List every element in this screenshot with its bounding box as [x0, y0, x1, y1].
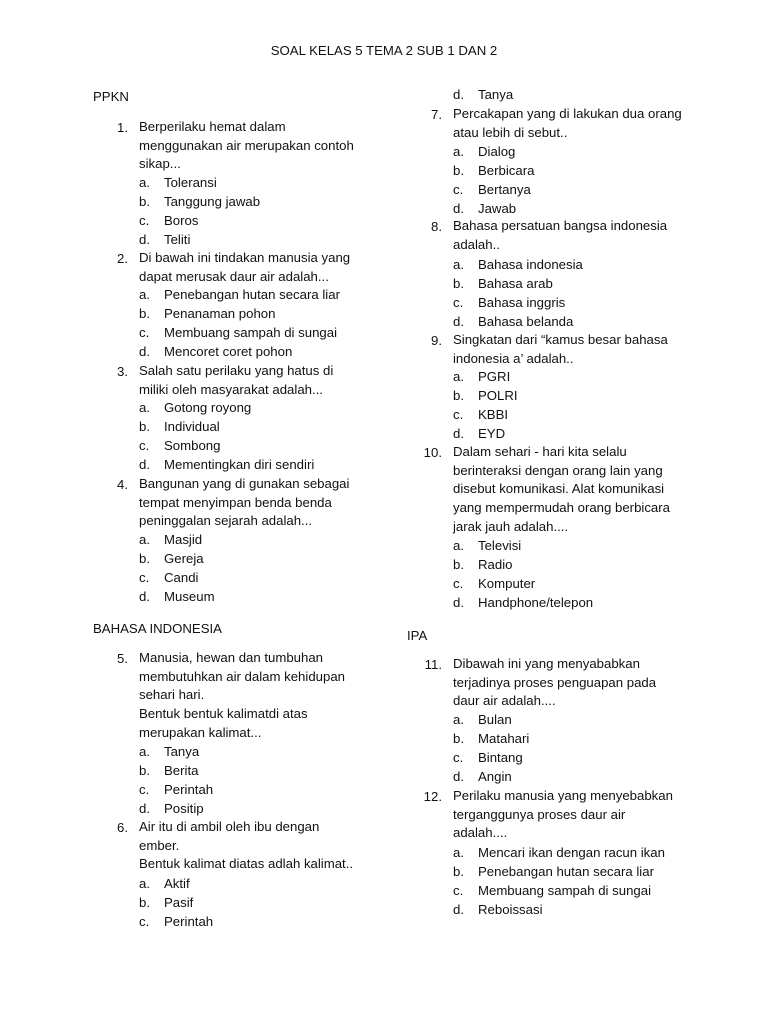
question-text	[139, 649, 399, 743]
question-number: 3.	[117, 364, 128, 379]
answer-option-c	[453, 294, 713, 313]
question-text	[453, 217, 713, 254]
option-letter: c.	[139, 913, 150, 929]
option-text: Mencoret coret pohon	[164, 343, 293, 359]
option-letter: a.	[453, 845, 464, 860]
question-number: 4.	[117, 477, 128, 492]
question-text-line: Air itu di ambil oleh ibu dengan	[139, 819, 320, 834]
option-letter: d.	[453, 594, 464, 610]
question-text-line: Perilaku manusia yang menyebabkan	[453, 788, 673, 803]
answer-option-c	[139, 569, 399, 588]
option-letter: d.	[139, 800, 150, 816]
option-letter: b.	[453, 275, 464, 291]
answer-option-d	[139, 343, 399, 362]
option-text: Bahasa inggris	[478, 294, 566, 310]
question-text-line: tempat menyimpan benda benda	[139, 494, 332, 510]
question-text-line: Manusia, hewan dan tumbuhan	[139, 650, 324, 665]
option-text: Radio	[478, 556, 513, 572]
answer-option-a	[453, 143, 713, 162]
option-letter: c.	[453, 575, 464, 591]
answer-option-a	[139, 743, 399, 762]
question-text	[453, 655, 713, 711]
answer-option-c	[139, 212, 399, 231]
option-letter: b.	[453, 162, 464, 178]
option-letter: a.	[453, 257, 464, 272]
option-letter: c.	[453, 294, 464, 310]
option-text: Masjid	[164, 532, 203, 547]
question-number: 8.	[431, 219, 442, 234]
option-letter: a.	[453, 538, 464, 553]
section-heading-ppkn: PPKN	[93, 89, 129, 104]
question-text-line: Percakapan yang di lakukan dua orang	[453, 106, 682, 121]
question-text	[139, 475, 399, 531]
option-text: Mementingkan diri sendiri	[164, 456, 315, 472]
option-text: Penanaman pohon	[164, 305, 276, 321]
answer-option-d	[453, 768, 713, 787]
question-number: 11.	[424, 657, 442, 672]
answer-option-c	[139, 437, 399, 456]
option-letter: b.	[453, 556, 464, 572]
option-letter: b.	[139, 305, 150, 321]
option-text: Membuang sampah di sungai	[164, 324, 338, 340]
option-text: Museum	[164, 588, 215, 604]
option-text: Berbicara	[478, 162, 535, 178]
option-text: Tanya	[478, 87, 514, 102]
question-text	[139, 362, 399, 399]
answer-option-b	[139, 762, 399, 781]
question-number: 12.	[423, 789, 442, 804]
question-text-line: membutuhkan air dalam kehidupan	[139, 668, 345, 684]
option-text: Sombong	[164, 437, 221, 453]
question-text-line: disebut komunikasi. Alat komunikasi	[453, 481, 665, 497]
question-text-line: berinteraksi dengan orang lain yang	[453, 462, 663, 478]
option-letter: d.	[139, 456, 150, 472]
option-text: Televisi	[478, 538, 522, 553]
answer-option-a	[453, 844, 713, 863]
option-letter: d.	[453, 87, 464, 102]
option-text: Tanggung jawab	[164, 193, 261, 209]
answer-option-d	[453, 200, 713, 219]
option-letter: b.	[453, 387, 464, 403]
question-number: 1.	[117, 120, 128, 135]
question-text	[139, 818, 399, 874]
answer-option-c	[453, 575, 713, 594]
question-text-line: Berperilaku hemat dalam	[139, 119, 286, 134]
option-letter: a.	[453, 712, 464, 727]
option-text: Bulan	[478, 712, 512, 727]
question-text-line: daur air adalah....	[453, 693, 556, 709]
option-letter: b.	[139, 550, 150, 566]
option-letter: c.	[453, 882, 464, 898]
answer-option-c	[139, 781, 399, 800]
question-text	[453, 443, 713, 537]
answer-option-b	[139, 418, 399, 437]
answer-option-c	[139, 324, 399, 343]
question-text-line: terganggunya proses daur air	[453, 806, 626, 822]
question-number: 6.	[117, 820, 128, 835]
question-text-line: sikap...	[139, 156, 181, 172]
option-text: Gotong royong	[164, 400, 252, 415]
option-letter: c.	[453, 406, 464, 422]
question-text-line: sehari hari.	[139, 687, 205, 703]
answer-option-b	[139, 193, 399, 212]
answer-option-b	[453, 387, 713, 406]
option-text: Angin	[478, 768, 512, 784]
answer-option-d	[139, 588, 399, 607]
option-text: PGRI	[478, 369, 511, 384]
option-letter: a.	[139, 400, 150, 415]
answer-option-c	[453, 181, 713, 200]
answer-option-b	[453, 730, 713, 749]
answer-option-c	[453, 882, 713, 901]
option-letter: a.	[139, 287, 150, 302]
question-number: 5.	[117, 651, 128, 666]
option-text: Reboissasi	[478, 901, 543, 917]
option-text: POLRI	[478, 387, 518, 403]
question-text-line: indonesia a’ adalah..	[453, 350, 574, 366]
option-text: Berita	[164, 762, 199, 778]
option-letter: b.	[453, 863, 464, 879]
option-text: Membuang sampah di sungai	[478, 882, 652, 898]
option-text: Penebangan hutan secara liar	[478, 863, 654, 879]
option-letter: a.	[139, 175, 150, 190]
question-number: 2.	[117, 251, 128, 266]
question-text-line: merupakan kalimat...	[139, 724, 262, 740]
question-text-line: Bentuk kalimat diatas adlah kalimat..	[139, 856, 354, 872]
question-text-line: Bahasa persatuan bangsa indonesia	[453, 218, 668, 233]
answer-option-a	[139, 531, 399, 550]
answer-option-d	[139, 231, 399, 250]
answer-option-b	[453, 863, 713, 882]
answer-option-b	[139, 550, 399, 569]
option-text: EYD	[478, 425, 506, 441]
question-text-line: menggunakan air merupakan contoh	[139, 137, 354, 153]
answer-option-b	[139, 305, 399, 324]
option-letter: d.	[453, 901, 464, 917]
option-letter: d.	[453, 425, 464, 441]
option-text: Aktif	[164, 876, 190, 891]
option-letter: b.	[139, 762, 150, 778]
answer-option-d	[139, 456, 399, 475]
answer-option-d	[453, 86, 713, 105]
option-text: Toleransi	[164, 175, 217, 190]
option-letter: d.	[139, 588, 150, 604]
answer-option-a	[453, 711, 713, 730]
option-text: Penebangan hutan secara liar	[164, 287, 340, 302]
section-heading-bahasa-indonesia: BAHASA INDONESIA	[93, 621, 222, 636]
answer-option-d	[453, 313, 713, 332]
option-text: Gereja	[164, 550, 204, 566]
option-text: Komputer	[478, 575, 536, 591]
option-letter: c.	[139, 324, 150, 340]
section-heading-ipa: IPA	[407, 628, 428, 643]
question-text-line: yang mempermudah orang berbicara	[453, 500, 670, 516]
answer-option-d	[453, 425, 713, 444]
option-text: KBBI	[478, 406, 509, 422]
option-text: Jawab	[478, 200, 517, 216]
option-letter: b.	[139, 894, 150, 910]
question-text-line: miliki oleh masyarakat adalah...	[139, 381, 323, 397]
answer-option-a	[453, 537, 713, 556]
option-text: Mencari ikan dengan racun ikan	[478, 845, 665, 860]
option-letter: d.	[139, 231, 150, 247]
question-number: 7.	[431, 107, 442, 122]
answer-option-a	[453, 256, 713, 275]
option-text: Boros	[164, 212, 199, 228]
question-number: 9.	[431, 333, 442, 348]
question-text-line: dapat merusak daur air adalah...	[139, 268, 329, 284]
option-text: Dialog	[478, 144, 516, 159]
option-text: Perintah	[164, 781, 214, 797]
question-text-line: terjadinya proses penguapan pada	[453, 674, 657, 690]
question-text	[139, 249, 399, 286]
option-letter: d.	[139, 343, 150, 359]
question-text-line: Dalam sehari - hari kita selalu	[453, 444, 627, 459]
question-text-line: Dibawah ini yang menyababkan	[453, 656, 640, 671]
answer-option-d	[453, 594, 713, 613]
option-text: Positip	[164, 800, 204, 816]
question-text	[453, 105, 713, 142]
option-letter: d.	[453, 768, 464, 784]
question-text-line: Di bawah ini tindakan manusia yang	[139, 250, 351, 265]
option-letter: c.	[139, 212, 150, 228]
option-letter: a.	[139, 876, 150, 891]
option-text: Handphone/telepon	[478, 594, 594, 610]
answer-option-a	[139, 875, 399, 894]
question-text-line: peninggalan sejarah adalah...	[139, 513, 313, 529]
option-letter: a.	[453, 144, 464, 159]
option-letter: c.	[453, 181, 464, 197]
option-text: Bahasa arab	[478, 275, 553, 291]
option-text: Bertanya	[478, 181, 531, 197]
question-text-line: adalah....	[453, 825, 508, 841]
option-text: Tanya	[164, 744, 200, 759]
answer-option-a	[139, 286, 399, 305]
option-letter: c.	[139, 781, 150, 797]
question-number: 10.	[423, 445, 442, 460]
option-letter: c.	[139, 437, 150, 453]
option-letter: a.	[139, 744, 150, 759]
answer-option-a	[139, 399, 399, 418]
question-text-line: jarak jauh adalah....	[453, 518, 569, 534]
question-text	[453, 331, 713, 368]
option-letter: c.	[139, 569, 150, 585]
answer-option-b	[453, 275, 713, 294]
question-text	[453, 787, 713, 843]
option-text: Matahari	[478, 730, 530, 746]
question-text-line: Salah satu perilaku yang hatus di	[139, 363, 334, 378]
question-text	[139, 118, 399, 174]
option-letter: d.	[453, 313, 464, 329]
option-letter: a.	[139, 532, 150, 547]
option-text: Bintang	[478, 749, 523, 765]
answer-option-a	[453, 368, 713, 387]
option-letter: c.	[453, 749, 464, 765]
question-text-line: Bangunan yang di gunakan sebagai	[139, 476, 350, 491]
question-text-line: ember.	[139, 837, 180, 853]
question-text-line: adalah..	[453, 236, 500, 252]
option-letter: d.	[453, 200, 464, 216]
answer-option-d	[139, 800, 399, 819]
option-text: Pasif	[164, 894, 194, 910]
option-text: Perintah	[164, 913, 214, 929]
question-text-line: Singkatan dari “kamus besar bahasa	[453, 332, 668, 347]
option-text: Teliti	[164, 231, 191, 247]
answer-option-a	[139, 174, 399, 193]
option-text: Bahasa belanda	[478, 313, 574, 329]
question-text-line: Bentuk bentuk kalimatdi atas	[139, 706, 308, 722]
option-letter: b.	[139, 418, 150, 434]
option-letter: b.	[139, 193, 150, 209]
answer-option-b	[453, 556, 713, 575]
option-text: Individual	[164, 418, 220, 434]
page-title: SOAL KELAS 5 TEMA 2 SUB 1 DAN 2	[270, 43, 498, 58]
answer-option-d	[453, 901, 713, 920]
question-text-line: atau lebih di sebut..	[453, 124, 568, 140]
answer-option-c	[139, 913, 399, 932]
answer-option-b	[453, 162, 713, 181]
answer-option-c	[453, 749, 713, 768]
option-letter: b.	[453, 730, 464, 746]
option-letter: a.	[453, 369, 464, 384]
answer-option-b	[139, 894, 399, 913]
option-text: Bahasa indonesia	[478, 257, 583, 272]
option-text: Candi	[164, 569, 199, 585]
answer-option-c	[453, 406, 713, 425]
